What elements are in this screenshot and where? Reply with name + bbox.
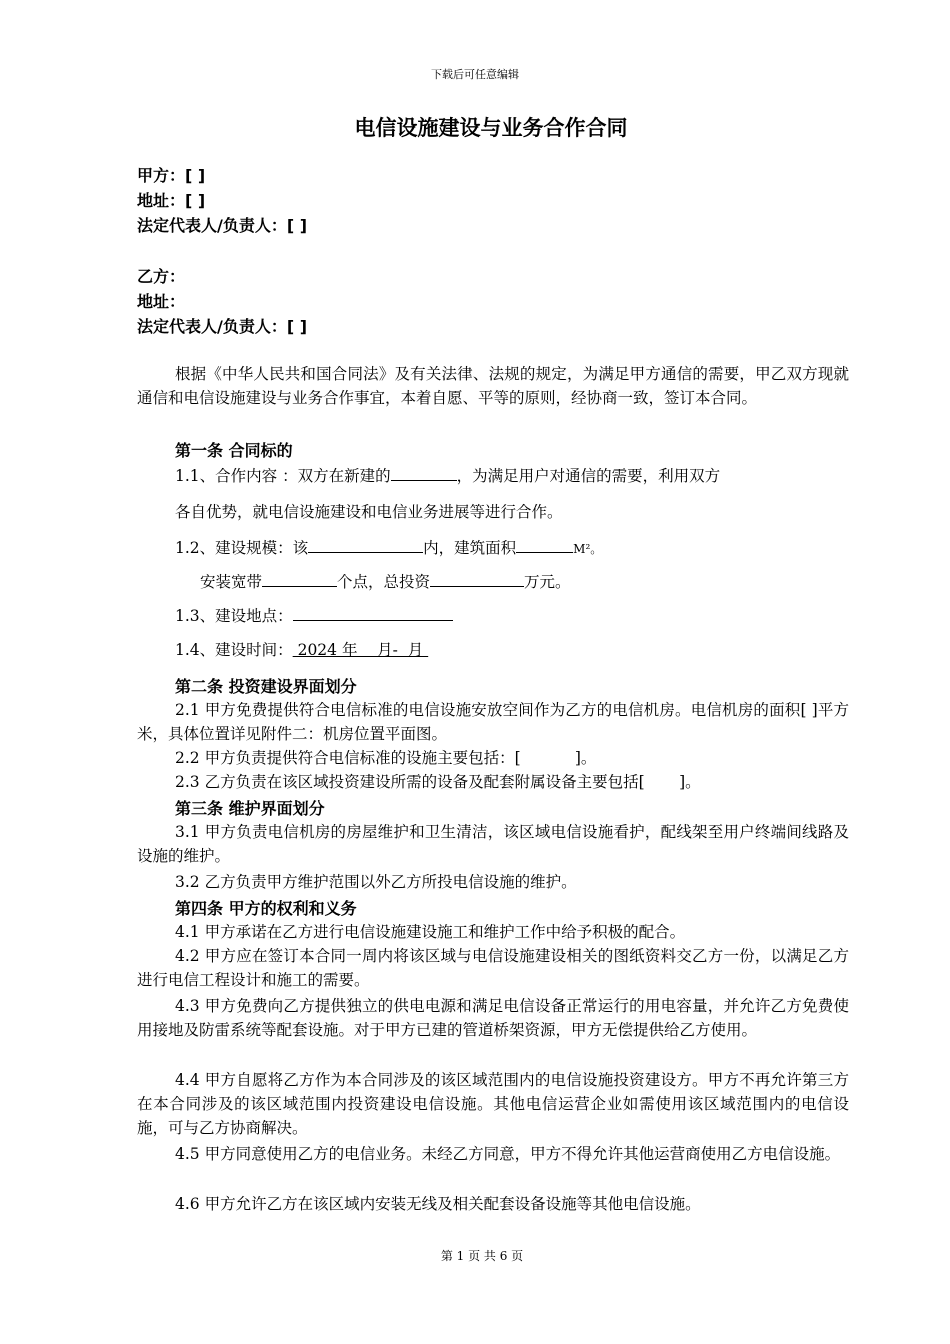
intro-paragraph: 根据《中华人民共和国合同法》及有关法律、法规的规定，为满足甲方通信的需要，甲乙双方现就通信和电信设施建设与业务合作事宜，本着自愿、平等的原则，经协商一致，签订本合同。 bbox=[137, 365, 849, 407]
clause-4-3: 4.3 甲方免费向乙方提供独立的供电电源和满足电信设备正常运行的用电容量，并允许乙方免费使用接地及防雷系统等配套设施。对于甲方已建的管道桥架资源，甲方无偿提供给乙方使用。 bbox=[137, 997, 849, 1039]
clause-1-2-text-c: 安装宽带 bbox=[200, 573, 263, 591]
clause-4-4: 4.4 甲方自愿将乙方作为本合同涉及的该区域范围内的电信设施投资建设方。甲方不再允许第三方在本合同涉及的该区域范围内投资建设电信设施。其他电信运营企业如需使用该区域范围内的电信设施，可与乙方协商解决。 bbox=[137, 1071, 849, 1137]
blank-field bbox=[262, 570, 337, 587]
clause-1-2-unit: M²。 bbox=[573, 542, 603, 556]
clause-4-6: 4.6 甲方允许乙方在该区域内安装无线及相关配套设备设施等其他电信设施。 bbox=[175, 1195, 701, 1213]
article-4-title: 第四条 甲方的权利和义务 bbox=[175, 899, 357, 918]
clause-1-2-text-d: 个点，总投资 bbox=[337, 573, 431, 591]
clause-1-4-text: 1.4、建设时间： bbox=[175, 641, 293, 659]
clause-1-2-line2 bbox=[200, 570, 571, 592]
document-title: 电信设施建设与业务合作合同 bbox=[354, 116, 628, 140]
clause-3-1: 3.1 甲方负责电信机房的房屋维护和卫生清洁，该区域电信设施看护，配线架至用户终端间线路及设施的维护。 bbox=[137, 823, 849, 865]
blank-field bbox=[430, 570, 524, 587]
clause-2-3: 2.3 乙方负责在该区域投资建设所需的设备及配套附属设备主要包括[ ]。 bbox=[175, 773, 701, 791]
clause-2-2: 2.2 甲方负责提供符合电信标准的设施主要包括：[ ]。 bbox=[175, 749, 597, 767]
article-1-title: 第一条 合同标的 bbox=[175, 441, 293, 460]
article-2-title: 第二条 投资建设界面划分 bbox=[175, 677, 357, 696]
clause-1-1-text-b: ，为满足用户对通信的需要，利用双方 bbox=[456, 467, 721, 485]
clause-1-3 bbox=[175, 604, 453, 626]
clause-1-1-line1 bbox=[175, 464, 720, 486]
blank-field bbox=[293, 604, 453, 621]
clause-4-2: 4.2 甲方应在签订本合同一周内将该区域与电信设施建设相关的图纸资料交乙方一份，以满足乙方进行电信工程设计和施工的需要。 bbox=[137, 947, 849, 989]
blank-field bbox=[516, 536, 573, 553]
clause-1-3-text: 1.3、建设地点： bbox=[175, 607, 293, 625]
clause-3-2: 3.2 乙方负责甲方维护范围以外乙方所投电信设施的维护。 bbox=[175, 873, 577, 891]
clause-1-2-text-e: 万元。 bbox=[524, 573, 571, 591]
clause-1-1-text-a: 1.1、合作内容 ：双方在新建的 bbox=[175, 467, 391, 485]
clause-1-1-line2: 各自优势，就电信设施建设和电信业务进展等进行合作。 bbox=[175, 503, 563, 521]
clause-1-2-line1 bbox=[175, 536, 602, 558]
page-header-note: 下载后可任意编辑 bbox=[431, 68, 519, 81]
party-b-address: 地址： bbox=[137, 292, 186, 311]
party-a-address: 地址：[ ] bbox=[137, 191, 206, 210]
blank-field bbox=[391, 464, 457, 481]
clause-1-4 bbox=[175, 638, 428, 660]
clause-4-1: 4.1 甲方承诺在乙方进行电信设施建设施工和维护工作中给予积极的配合。 bbox=[175, 923, 686, 941]
party-b-name: 乙方： bbox=[137, 267, 186, 286]
page-number: 第 1 页 共 6 页 bbox=[440, 1249, 524, 1263]
blank-field bbox=[308, 536, 423, 553]
clause-1-2-text-a: 1.2、建设规模：该 bbox=[175, 539, 309, 557]
party-b-representative: 法定代表人/负责人：[ ] bbox=[137, 317, 308, 336]
clause-2-1: 2.1 甲方免费提供符合电信标准的电信设施安放空间作为乙方的电信机房。电信机房的面积[ ]平方米，具体位置详见附件二：机房位置平面图。 bbox=[137, 701, 849, 743]
party-a-representative: 法定代表人/负责人：[ ] bbox=[137, 216, 308, 235]
party-a-name: 甲方：[ ] bbox=[137, 166, 206, 185]
clause-4-5: 4.5 甲方同意使用乙方的电信业务。未经乙方同意，甲方不得允许其他运营商使用乙方电信设施。 bbox=[175, 1145, 841, 1163]
clause-1-2-text-b: 内，建筑面积 bbox=[423, 539, 517, 557]
clause-1-4-date: 2024 年 月- 月 bbox=[292, 641, 429, 659]
article-3-title: 第三条 维护界面划分 bbox=[175, 799, 325, 818]
